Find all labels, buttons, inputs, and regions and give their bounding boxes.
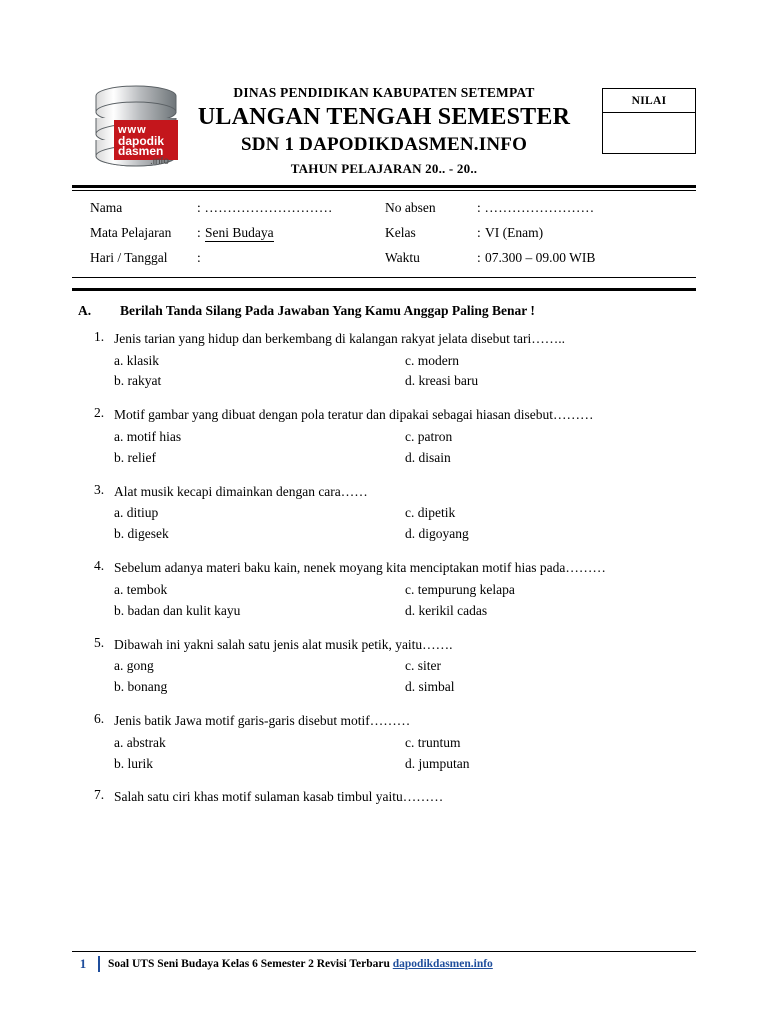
question-number: 3.: [94, 481, 105, 497]
option-b[interactable]: b. relief: [114, 449, 156, 465]
option-b[interactable]: b. digesek: [114, 526, 169, 542]
option-grid: [114, 733, 696, 775]
question-text: Dibawah ini yakni salah satu jenis alat musik petik, yaitu…….: [114, 636, 453, 652]
question-number: 1.: [94, 329, 105, 344]
option-a[interactable]: a. abstrak: [114, 734, 166, 750]
header-authority: DINAS PENDIDIKAN KABUPATEN SETEMPAT: [233, 85, 535, 100]
option-a[interactable]: a. gong: [114, 658, 154, 674]
identity-label-kelas: Kelas: [385, 225, 416, 240]
school-logo: [88, 84, 198, 176]
question-text: Salah satu ciri khas motif sulaman kasab timbul yaitu………: [114, 789, 444, 805]
option-c[interactable]: c. modern: [405, 352, 459, 368]
footer-link[interactable]: dapodikdasmen.info: [392, 958, 493, 970]
option-column-left: [114, 580, 405, 622]
option-d[interactable]: d. jumputan: [405, 755, 470, 771]
identity-value-nama[interactable]: ............................: [205, 200, 334, 215]
question-number: 7.: [94, 787, 105, 803]
identity-row: [90, 250, 678, 266]
question-number: 4.: [94, 558, 105, 574]
question-number: 5.: [94, 634, 105, 650]
svg-text:.info: .info: [150, 156, 169, 167]
question-body: [114, 405, 696, 468]
svg-text:www: www: [118, 124, 147, 136]
option-column-right: [405, 733, 696, 775]
option-grid: [114, 503, 696, 545]
divider-gap: [72, 278, 696, 280]
option-d[interactable]: d. kerikil cadas: [405, 602, 488, 618]
option-c[interactable]: c. truntum: [405, 734, 461, 750]
identity-block: [72, 191, 696, 277]
option-grid: [114, 580, 696, 622]
option-column-right: [405, 503, 696, 545]
option-c[interactable]: c. siter: [405, 658, 441, 674]
question-text: Jenis batik Jawa motif garis-garis disebut motif………: [114, 713, 411, 729]
option-column-left: [114, 503, 405, 545]
option-a[interactable]: a. tembok: [114, 581, 168, 597]
option-c[interactable]: c. tempurung kelapa: [405, 581, 515, 597]
question-text: Sebelum adanya materi baku kain, nenek moyang kita menciptakan motif hias pada………: [114, 560, 606, 576]
svg-text:dasmen: dasmen: [118, 144, 164, 158]
question-item: [72, 635, 696, 698]
identity-label-nama: Nama: [90, 200, 123, 215]
section-letter: A.: [78, 303, 92, 318]
question-item: [72, 558, 696, 621]
footer-divider: [72, 951, 696, 952]
question-text: Motif gambar yang dibuat dengan pola teratur dan dipakai sebagai hiasan disebut………: [114, 407, 594, 423]
question-number: 6.: [94, 711, 105, 727]
option-a[interactable]: a. motif hias: [114, 428, 182, 444]
identity-label-no-absen: No absen: [385, 200, 436, 215]
option-grid: [114, 656, 696, 698]
identity-sep: :: [197, 200, 201, 215]
identity-value-kelas[interactable]: VI (Enam): [485, 225, 544, 240]
question-section: [72, 303, 696, 807]
option-b[interactable]: b. bonang: [114, 679, 168, 695]
document-header: [72, 58, 696, 177]
identity-value-no-absen[interactable]: ........................: [485, 200, 595, 215]
identity-sep: :: [197, 225, 201, 240]
identity-sep: :: [477, 225, 481, 240]
identity-row: [90, 200, 678, 216]
footer-description: Soal UTS Seni Budaya Kelas 6 Semester 2 Revisi Terbaru: [108, 958, 393, 970]
option-b[interactable]: b. badan dan kulit kayu: [114, 602, 241, 618]
identity-sep: :: [477, 250, 481, 265]
question-number: 2.: [94, 405, 105, 421]
question-body: [114, 329, 696, 392]
question-body: [114, 711, 696, 774]
question-item: [72, 482, 696, 545]
identity-divider-thick: [72, 288, 696, 291]
question-item: [72, 787, 696, 807]
option-column-left: [114, 656, 405, 698]
identity-value-waktu[interactable]: 07.300 – 09.00 WIB: [485, 250, 596, 265]
page-number: 1: [72, 956, 100, 972]
question-item: [72, 711, 696, 774]
identity-label-hari-tanggal: Hari / Tanggal: [90, 250, 168, 265]
identity-sep: :: [477, 200, 481, 215]
section-title: Berilah Tanda Silang Pada Jawaban Yang Kamu Anggap Paling Benar !: [120, 303, 535, 318]
option-column-right: [405, 427, 696, 469]
question-text: Jenis tarian yang hidup dan berkembang di kalangan rakyat jelata disebut tari……..: [114, 331, 565, 346]
page-footer: [72, 951, 696, 972]
option-c[interactable]: c. dipetik: [405, 505, 456, 521]
svg-text:dapodik: dapodik: [118, 134, 165, 148]
option-d[interactable]: d. digoyang: [405, 526, 469, 542]
option-column-right: [405, 351, 696, 393]
option-grid: [114, 427, 696, 469]
identity-row: [90, 225, 678, 241]
score-label: NILAI: [603, 89, 695, 113]
question-text: Alat musik kecapi dimainkan dengan cara……: [114, 483, 368, 499]
identity-sep: :: [197, 250, 201, 265]
header-school-name: SDN 1 DAPODIKDASMEN.INFO: [240, 134, 528, 155]
identity-label-waktu: Waktu: [385, 250, 420, 265]
score-value[interactable]: [603, 113, 695, 153]
option-d[interactable]: d. kreasi baru: [405, 373, 479, 389]
footer-row: [72, 956, 696, 972]
question-body: [114, 482, 696, 545]
option-column-left: [114, 427, 405, 469]
option-d[interactable]: d. simbal: [405, 679, 455, 695]
identity-label-mata-pelajaran: Mata Pelajaran: [90, 225, 172, 240]
option-b[interactable]: b. rakyat: [114, 373, 162, 389]
header-school-year: TAHUN PELAJARAN 20.. - 20..: [290, 161, 478, 176]
option-a[interactable]: a. ditiup: [114, 505, 159, 521]
header-exam-title: ULANGAN TENGAH SEMESTER: [197, 104, 571, 130]
question-item: [72, 329, 696, 392]
option-b[interactable]: b. lurik: [114, 755, 153, 771]
question-body: [114, 558, 696, 621]
identity-value-mata-pelajaran[interactable]: [205, 225, 385, 241]
option-column-left: [114, 733, 405, 775]
question-item: [72, 405, 696, 468]
option-a[interactable]: a. klasik: [114, 352, 159, 368]
option-column-left: [114, 351, 405, 393]
option-c[interactable]: c. patron: [405, 428, 453, 444]
option-d[interactable]: d. disain: [405, 449, 451, 465]
score-box: [602, 88, 696, 154]
subject-text: Seni Budaya: [205, 225, 274, 240]
section-heading: [72, 303, 696, 319]
option-column-right: [405, 656, 696, 698]
option-grid: [114, 351, 696, 393]
footer-text: [108, 958, 493, 970]
question-body: [114, 635, 696, 698]
option-column-right: [405, 580, 696, 622]
question-body: [114, 787, 696, 807]
